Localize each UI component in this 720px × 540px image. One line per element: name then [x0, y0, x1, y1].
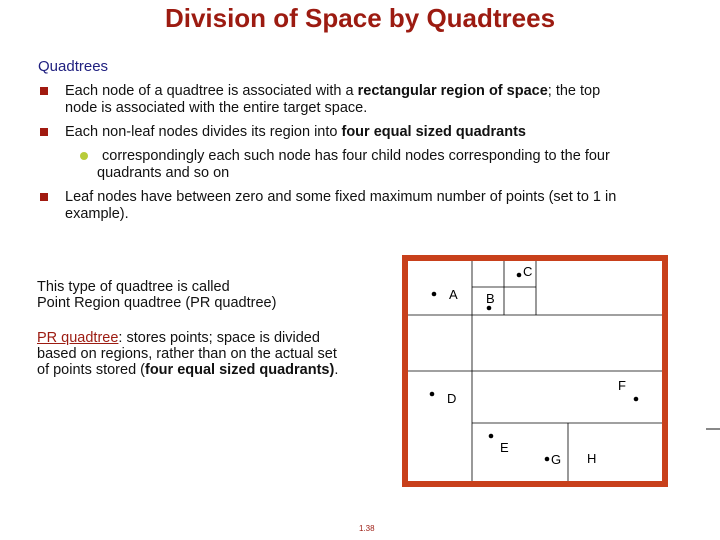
bullet-marker [40, 87, 48, 95]
bullet-2-bold: four equal sized quadrants [341, 124, 526, 140]
pr-line3-bold: four equal sized quadrants) [145, 362, 335, 378]
bullet-1-line2: node is associated with the entire target space. [65, 100, 368, 116]
point-d-dot [430, 392, 435, 397]
bullet-1-bold: rectangular region of space [357, 83, 548, 99]
bullet-1-text-end: ; the top [547, 83, 601, 99]
bullet-3-line2: example). [65, 206, 129, 222]
sub-bullet-line2: quadrants and so on [97, 165, 230, 181]
page-number: 1.38 [359, 524, 375, 533]
sub-bullet-line1: correspondingly each such node has four child nodes corresponding to the four [102, 148, 610, 164]
bullet-2 [65, 124, 526, 141]
quadtree-type-text [37, 279, 276, 311]
point-b-label: B [486, 291, 495, 306]
bullet-marker [40, 128, 48, 136]
point-g-label: G [551, 452, 562, 467]
edge-mark [706, 428, 720, 430]
point-e-label: E [500, 440, 509, 455]
bullet-3 [65, 189, 616, 223]
point-f-label: F [618, 378, 626, 393]
bullet-marker [40, 193, 48, 201]
point-f-dot [634, 397, 639, 402]
quadtree-diagram [402, 255, 668, 487]
bullet-2-text: Each non-leaf nodes divides its region into [65, 124, 342, 140]
sub-bullet [97, 148, 610, 182]
section-heading: Quadtrees [38, 58, 109, 75]
point-a-label: A [449, 287, 458, 302]
point-c-dot [517, 273, 522, 278]
pr-quadtree-description [37, 330, 338, 378]
quadtree-type-line2: Point Region quadtree (PR quadtree) [37, 295, 277, 311]
bullet-1 [65, 83, 600, 117]
pr-quadtree-term: PR quadtree [37, 330, 119, 346]
pr-line3: of points stored ( [37, 362, 145, 378]
quadtree-type-line1: This type of quadtree is called [37, 279, 230, 295]
point-d-label: D [447, 391, 457, 406]
point-g-dot [545, 457, 550, 462]
sub-bullet-marker [80, 152, 88, 160]
slide-title: Division of Space by Quadtrees [164, 3, 556, 33]
bullet-3-line1: Leaf nodes have between zero and some fixed maximum number of points (set to 1 in [65, 189, 617, 205]
pr-line3-end: . [334, 362, 339, 378]
point-b-dot [487, 306, 492, 311]
point-a-dot [432, 292, 437, 297]
point-h-label: H [587, 451, 597, 466]
pr-line2: based on regions, rather than on the actual set [37, 346, 337, 362]
pr-line1: : stores points; space is divided [118, 330, 320, 346]
point-e-dot [489, 434, 494, 439]
point-c-label: C [523, 264, 533, 279]
bullet-1-text: Each node of a quadtree is associated with a [65, 83, 358, 99]
